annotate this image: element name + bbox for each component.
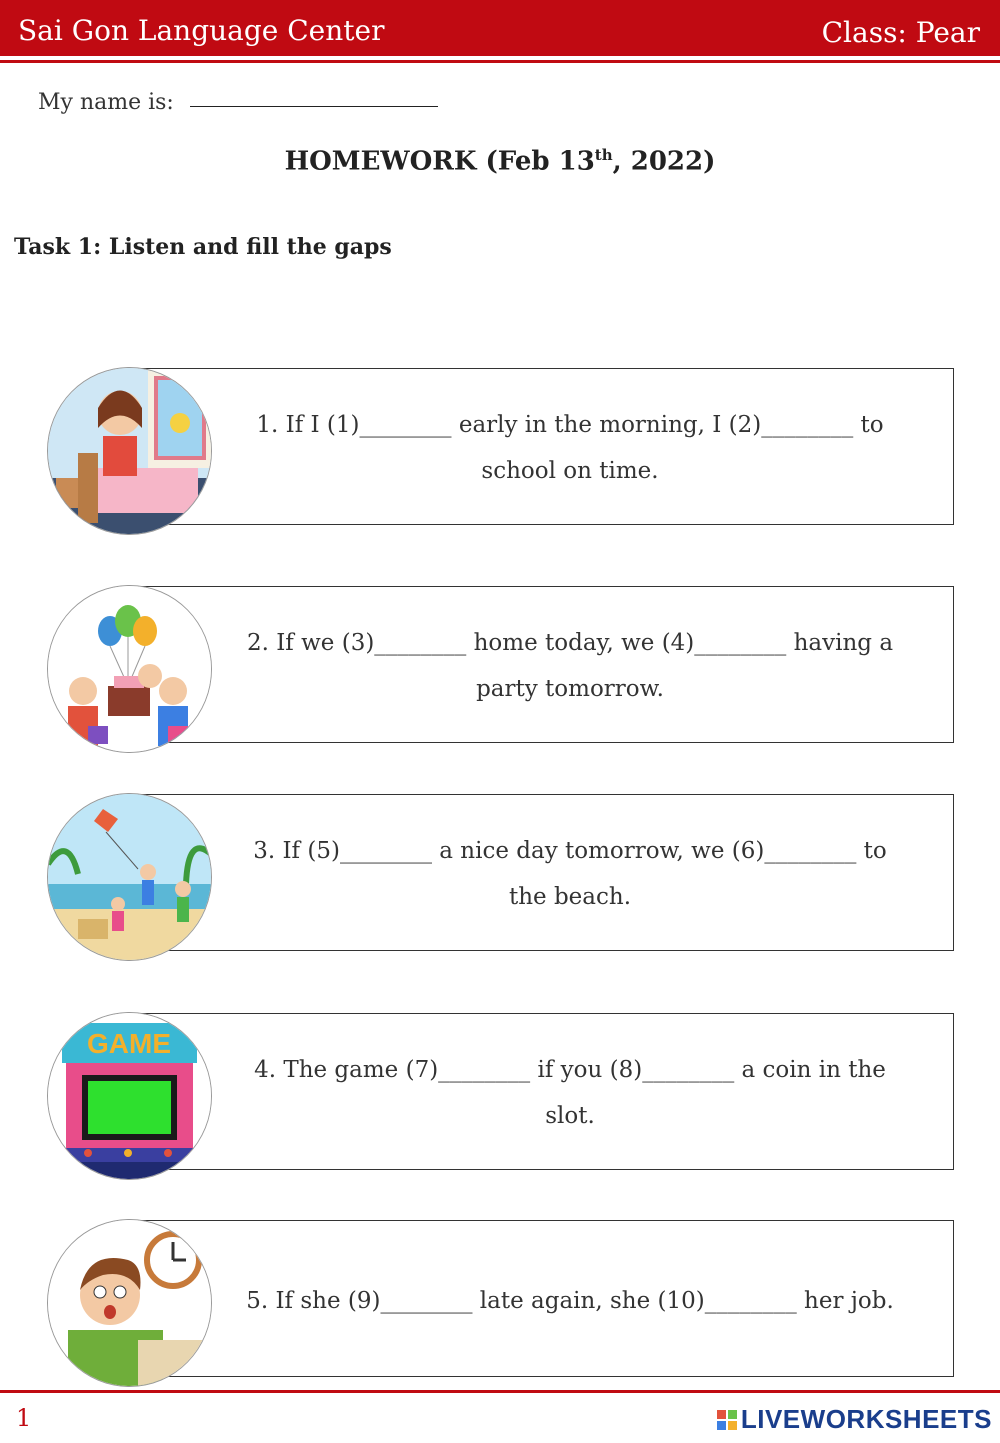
exercise-4: 4. The game (7)________ if you (8)________ a coin in the slot. xyxy=(254,1057,886,1129)
girl-waking-up-image xyxy=(47,367,212,535)
exercise-3: 3. If (5)________ a nice day tomorrow, we (6)________ to the beach. xyxy=(253,838,887,910)
exercise-1: 1. If I (1)________ early in the morning, I (2)________ to school on time. xyxy=(256,412,884,484)
birthday-party-image xyxy=(47,585,212,753)
name-label: My name is: xyxy=(38,90,174,115)
late-man-clock-image xyxy=(47,1219,212,1387)
task-heading: Task 1: Listen and fill the gaps xyxy=(14,234,392,260)
liveworksheets-icon xyxy=(717,1406,737,1426)
exercise-5: 5. If she (9)________ late again, she (10)________ her job. xyxy=(246,1288,894,1314)
page-title: HOMEWORK (Feb 13th, 2022) xyxy=(284,146,716,177)
name-input-line[interactable] xyxy=(190,106,438,107)
arcade-sign: GAME xyxy=(87,1028,171,1059)
center-name: Sai Gon Language Center xyxy=(18,14,385,47)
header-divider xyxy=(0,60,1000,63)
header-bar xyxy=(0,0,1000,56)
footer-divider xyxy=(0,1390,1000,1393)
liveworksheets-logo[interactable]: LIVEWORKSHEETS xyxy=(717,1404,992,1435)
exercise-2: 2. If we (3)________ home today, we (4)________ having a party tomorrow. xyxy=(246,630,894,702)
beach-image xyxy=(47,793,212,961)
arcade-game-image xyxy=(47,1012,212,1180)
class-name: Class: Pear xyxy=(821,16,980,49)
page-number: 1 xyxy=(16,1404,32,1432)
